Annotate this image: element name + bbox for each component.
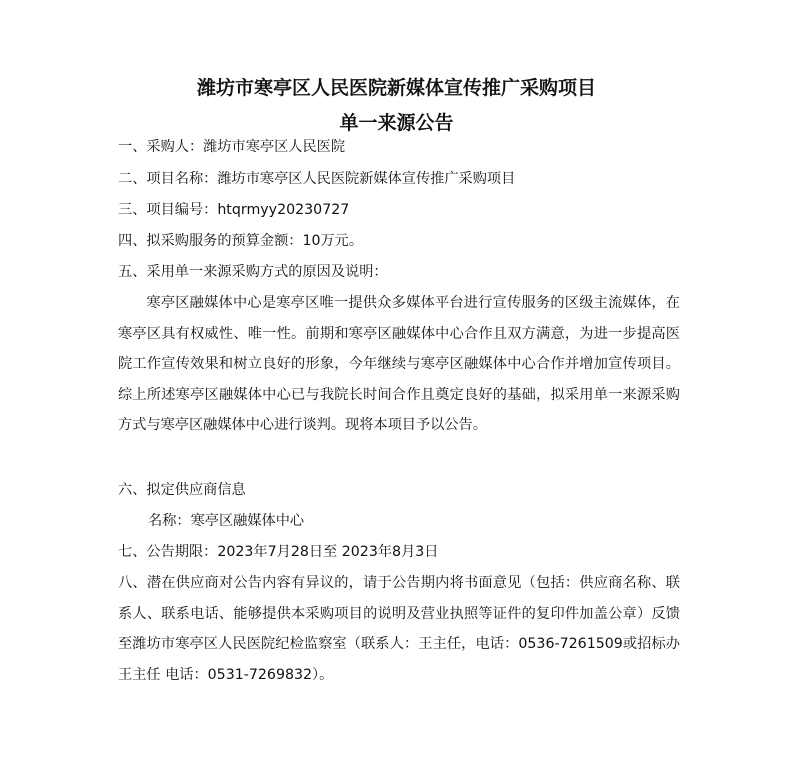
project-name-line: 二、项目名称：潍坊市寒亭区人民医院新媒体宣传推广采购项目: [118, 171, 516, 187]
period-line: 七、公告期限：2023年7月28日至 2023年8月3日: [118, 544, 439, 560]
document-subtitle: 单一来源公告: [339, 112, 454, 134]
document-title: 潍坊市寒亭区人民医院新媒体宣传推广采购项目: [196, 77, 596, 99]
supplier-heading: 六、拟定供应商信息: [118, 482, 246, 498]
project-number-line: 三、项目编号：htqrmyy20230727: [118, 202, 350, 218]
reason-heading: 五、采用单一来源采购方式的原因及说明：: [118, 264, 388, 280]
purchaser-line: 一、采购人：潍坊市寒亭区人民医院: [118, 139, 346, 155]
budget-line: 四、拟采购服务的预算金额：10万元。: [118, 233, 364, 249]
reason-paragraph: 寒亭区融媒体中心是寒亭区唯一提供众多媒体平台进行宣传服务的区级主流媒体，在寒亭区具有权威性、唯一性。前期和寒亭区融媒体中心合作且双方满意，为进一步提高医院工作宣传效果和树立良好的形象，今年继续与寒亭区融媒体中心合作并增加宣传项目。综上所述寒亭区融媒体中心已与我院长时间合作且奠定良好的基础，拟采用单一来源采购方式与寒亭区融媒体中心进行谈判。现将本项目予以公告。: [118, 295, 680, 434]
supplier-name-line: 名称：寒亭区融媒体中心: [148, 513, 305, 529]
objection-paragraph: 八、潜在供应商对公告内容有异议的，请于公告期内将书面意见（包括：供应商名称、联系人、联系电话、能够提供本采购项目的说明及营业执照等证件的复印件加盖公章）反馈至潍坊市寒亭区人民医院纪检监察室（联系人：王主任，电话：0536-7261509或招标办王主任 电话：0531-7269832）。: [118, 575, 680, 683]
